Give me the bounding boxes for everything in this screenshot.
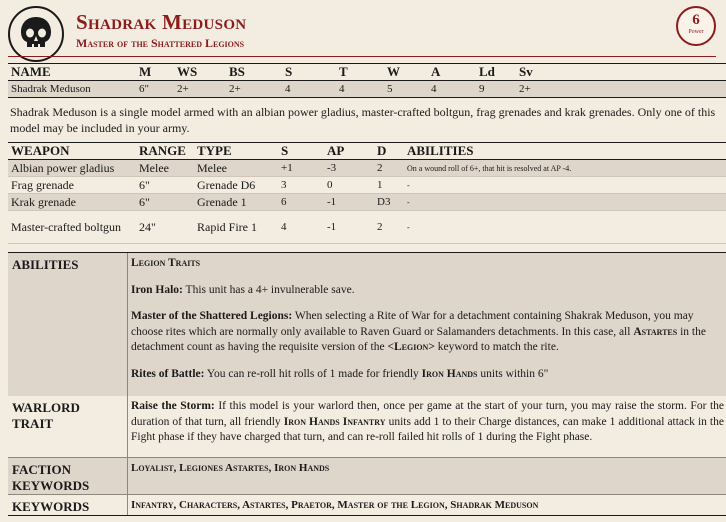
unit-subtitle: Master of the Shattered Legions (76, 36, 245, 50)
weapon-row (8, 194, 726, 211)
unit-description: Shadrak Meduson is a single model armed with an albian power gladius, master-crafted boltgun, frag grenades and krak grenades. Only one of this model may be included in your army. (10, 105, 716, 135)
warlord-trait-text: If this model is your warlord then, once per game at the start of your turn, you may raise the storm. For the duration of that turn, all friendly (131, 400, 724, 428)
weapon-abilities: - (404, 194, 726, 211)
stats-header-cell: WS (174, 64, 226, 81)
weapon-range: 24" (136, 211, 194, 244)
stats-header-cell: BS (226, 64, 282, 81)
ability-text: This unit has a 4+ invulnerable save. (185, 283, 355, 296)
ability-name: Iron Halo: (131, 283, 183, 296)
faction-keywords-label: FACTION KEYWORDS (8, 458, 128, 494)
weapons-header-cell: AP (324, 143, 374, 160)
weapons-header-cell: S (278, 143, 324, 160)
stats-header-cell: NAME (8, 64, 136, 81)
warlord-body (130, 396, 724, 446)
weapon-range: 6" (136, 177, 194, 194)
stats-cell: Shadrak Meduson (8, 81, 136, 98)
weapon-name: Frag grenade (8, 177, 136, 194)
stats-cell: 2+ (174, 81, 226, 98)
weapon-damage: 1 (374, 177, 404, 194)
warlord-label: WARLORD TRAIT (8, 396, 128, 457)
weapon-ap: -1 (324, 211, 374, 244)
weapons-header-cell: RANGE (136, 143, 194, 160)
weapon-type: Melee (194, 160, 278, 177)
ability-rites-of-battle (131, 367, 724, 383)
warlord-section (8, 396, 726, 457)
rules-bottom-border (8, 515, 726, 516)
stats-cell: 4 (336, 81, 384, 98)
abilities-label: ABILITIES (8, 253, 128, 396)
ability-name: Rites of Battle: (131, 367, 205, 380)
skull-icon (16, 14, 56, 54)
keyword-iron-hands: Iron Hands (421, 367, 478, 380)
weapon-abilities: - (404, 211, 726, 244)
ability-text: units within 6" (480, 367, 549, 380)
weapon-name: Albian power gladius (8, 160, 136, 177)
stats-table (8, 63, 726, 98)
stats-cell: 2+ (516, 81, 726, 98)
ability-master-of-shattered-legions (131, 309, 724, 356)
weapon-row (8, 177, 726, 194)
weapon-abilities: - (404, 177, 726, 194)
weapon-type: Rapid Fire 1 (194, 211, 278, 244)
weapon-range: 6" (136, 194, 194, 211)
weapon-name: Krak grenade (8, 194, 136, 211)
keyword-astartes: Astartes (633, 325, 678, 338)
weapons-header-cell: ABILITIES (404, 143, 726, 160)
weapon-ap: -3 (324, 160, 374, 177)
stats-header-cell: Sv (516, 64, 726, 81)
abilities-section (8, 253, 726, 396)
datasheet-header (0, 0, 726, 62)
stats-cell: 9 (476, 81, 516, 98)
weapon-row (8, 160, 726, 177)
power-value: 6 (692, 12, 700, 28)
ability-text: When selecting a Rite of War for a detachment containing Shakrak Meduson, you may choose rites which are normally only available to Raven Guard or Salamanders detachments. In this case, all (131, 310, 694, 338)
weapon-damage: D3 (374, 194, 404, 211)
weapon-strength: 3 (278, 177, 324, 194)
stats-cell: 2+ (226, 81, 282, 98)
ability-text: You can re-roll hit rolls of 1 made for friendly (206, 367, 419, 380)
weapon-range: Melee (136, 160, 194, 177)
weapon-type: Grenade D6 (194, 177, 278, 194)
warlord-trait-name: Raise the Storm: (131, 400, 215, 412)
weapon-ap: 0 (324, 177, 374, 194)
header-divider (8, 56, 716, 57)
keyword-legion: <Legion> (387, 341, 435, 353)
weapon-ap: -1 (324, 194, 374, 211)
unit-title: Shadrak Meduson (76, 10, 247, 34)
ability-iron-halo (131, 283, 724, 299)
faction-keywords-value: Loyalist, Legiones Astartes, Iron Hands (131, 462, 330, 474)
weapons-table (8, 142, 726, 244)
keywords-value: Infantry, Characters, Astartes, Praetor, Master of the Legion, Shadrak Meduson (131, 499, 539, 511)
stats-header-cell: A (428, 64, 476, 81)
stats-cell: 4 (428, 81, 476, 98)
legion-traits-heading: Legion Traits (131, 257, 201, 269)
weapon-strength: 6 (278, 194, 324, 211)
ability-name: Master of the Shattered Legions: (131, 310, 293, 322)
weapon-strength: +1 (278, 160, 324, 177)
stats-cell: 5 (384, 81, 428, 98)
weapon-damage: 2 (374, 211, 404, 244)
weapon-damage: 2 (374, 160, 404, 177)
stats-header-cell: T (336, 64, 384, 81)
keyword-iron-hands-infantry: Iron Hands Infantry (283, 415, 386, 428)
weapon-type: Grenade 1 (194, 194, 278, 211)
weapons-header-cell: D (374, 143, 404, 160)
weapon-abilities: On a wound roll of 6+, that hit is resolved at AP -4. (404, 160, 726, 177)
power-label: Power (688, 29, 704, 35)
abilities-body (130, 253, 724, 382)
stats-row (8, 81, 726, 98)
stats-header-cell: M (136, 64, 174, 81)
keywords-section (8, 495, 726, 515)
weapon-name: Master-crafted boltgun (8, 211, 136, 244)
stats-header-cell: S (282, 64, 336, 81)
weapons-header-cell: WEAPON (8, 143, 136, 160)
stats-header-row (8, 64, 726, 81)
weapons-header-cell: TYPE (194, 143, 278, 160)
keywords-label: KEYWORDS (8, 495, 128, 515)
stats-cell: 4 (282, 81, 336, 98)
stats-cell: 6" (136, 81, 174, 98)
rules-panel (8, 252, 726, 522)
warlord-trait-text: units add 1 to their Charge distances, can make 1 additional attack in the Fight phase if they have charged that turn, and can re-roll failed hit rolls of 1 during the Fight phase. (131, 415, 724, 443)
weapons-header-row (8, 143, 726, 160)
ability-text: keyword to match the rite. (437, 341, 559, 353)
skull-badge (8, 6, 64, 62)
weapon-strength: 4 (278, 211, 324, 244)
faction-keywords-section (8, 458, 726, 494)
weapon-row (8, 211, 726, 244)
stats-header-cell: W (384, 64, 428, 81)
ability-text: in the detachment count as having the requisite version of the (131, 325, 706, 353)
stats-header-cell: Ld (476, 64, 516, 81)
power-badge (676, 6, 716, 46)
